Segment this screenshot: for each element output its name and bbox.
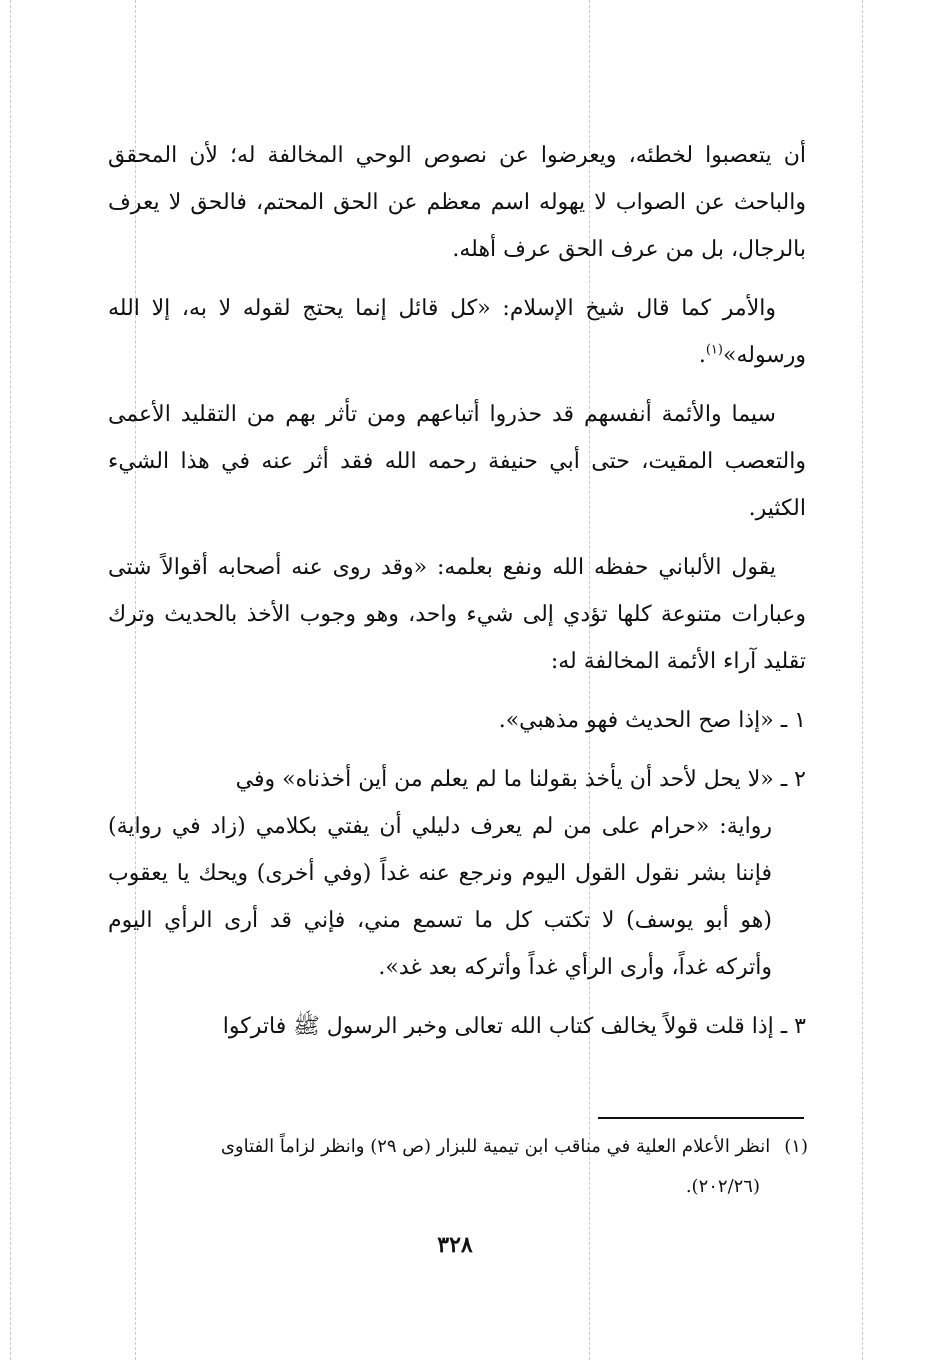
list-item-text: ١ ـ «إذا صح الحديث فهو مذهبي».: [498, 708, 806, 733]
footnote-marker: (١): [784, 1136, 808, 1157]
page-body: [108, 132, 806, 1050]
list-item-text: ٣ ـ إذا قلت قولاً يخالف كتاب الله تعالى وخبر الرسول ﷺ فاتركوا: [222, 1014, 806, 1039]
scan-fold-line: [862, 0, 863, 1360]
paragraph-2-text: والأمر كما قال شيخ الإسلام: «كل قائل إنما يحتج لقوله لا به، إلا الله ورسوله»: [108, 296, 806, 368]
paragraph-4: يقول الألباني حفظه الله ونفع بعلمه: «وقد روى عنه أصحابه أقوالاً شتى وعبارات متنوعة كلها تؤدي إلى شيء واحد، وهو وجوب الأخذ بالحديث وترك تقليد آراء الأئمة المخالفة له:: [108, 555, 806, 674]
page-number: ٣٢٨: [437, 1232, 473, 1258]
list-item-2: [108, 756, 806, 991]
list-item-text: ٢ ـ «لا يحل لأحد أن يأخذ بقولنا ما لم يعلم من أين أخذناه» وفي: [235, 767, 806, 792]
list-item-3: [108, 1003, 806, 1050]
paragraph-1: أن يتعصبوا لخطئه، ويعرضوا عن نصوص الوحي المخالفة له؛ لأن المحقق والباحث عن الصواب لا يهوله اسم معظم عن الحق المحتم، فالحق لا يعرف بالرجال، بل من عرف الحق عرف أهله.: [108, 143, 806, 262]
footnote: [150, 1127, 808, 1207]
list-item-1: [108, 697, 806, 744]
paragraph-2-end: .: [698, 343, 706, 368]
paragraph-3: سيما والأئمة أنفسهم قد حذروا أتباعهم ومن تأثر بهم من التقليد الأعمى والتعصب المقيت، حتى أبي حنيفة رحمه الله فقد أثر عنه في هذا الشيء الكثير.: [108, 402, 806, 521]
list-item-continuation: رواية: «حرام على من لم يعرف دليلي أن يفتي بكلامي (زاد في رواية) فإننا بشر نقول القول اليوم ونرجع عنه غداً (وفي أخرى) ويحك يا يعقوب (هو أبو يوسف) لا تكتب كل ما تسمع مني، فإني قد أرى الرأي اليوم وأتركه غداً، وأرى الرأي غداً وأتركه بعد غد».: [108, 814, 772, 980]
footnote-separator: [598, 1117, 804, 1119]
scan-fold-line: [10, 0, 11, 1360]
footnote-reference[interactable]: (١): [705, 342, 723, 358]
footnote-text: انظر الأعلام العلية في مناقب ابن تيمية للبزار (ص ٢٩) وانظر لزاماً الفتاوى: [220, 1136, 771, 1157]
footnote-continuation: (٢٠٢/٢٦).: [685, 1176, 760, 1197]
paragraph-2: [108, 285, 806, 379]
